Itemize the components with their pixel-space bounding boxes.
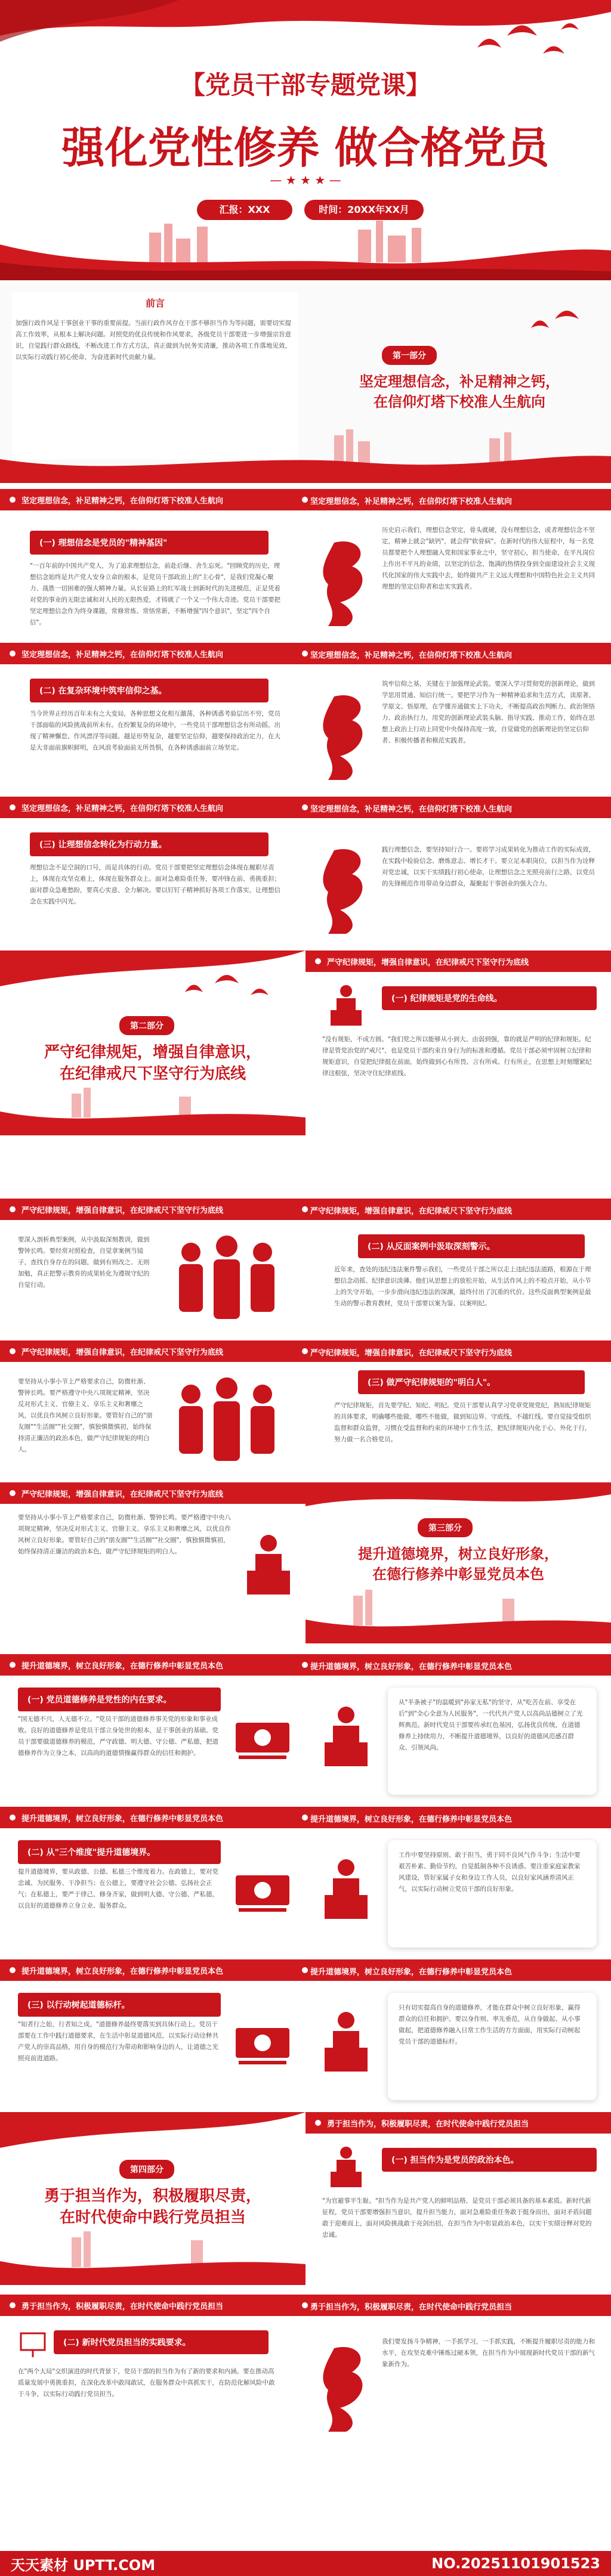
money-icon <box>233 1714 292 1761</box>
part1-item3-header <box>0 797 611 818</box>
header-text: 坚定理想信念，补足精神之钙，在信仰灯塔下校准人生航向 <box>21 650 224 660</box>
part1-doves-icon <box>525 304 597 340</box>
part4-item2-header <box>0 2295 611 2316</box>
part1-item1-header <box>0 489 611 510</box>
preface-slide <box>0 280 611 483</box>
header-dot-icon <box>302 1206 308 1212</box>
part3-item3-slide <box>0 1959 611 2109</box>
part1-item3-label: (三) 让理想信念转化为行动力量。 <box>30 832 269 856</box>
part4-item1-text: "为官避事平生耻。"担当作为是共产党人的鲜明品格，是党员干部必须具备的基本素质。新时代新征程，党员干部要增强担当意识，提升担当能力，面对急难险重任务敢于挺身而出，面对矛盾问题敢于迎难而上，面对风险挑战敢于亮剑出招，在担当作为中彰显政治本色，以实干实绩诠释对党的忠诚。 <box>322 2197 592 2238</box>
podium-speaker-icon <box>322 980 370 1028</box>
part2-item2-left: 要深入剖析典型案例，从中汲取深刻教训，做到警钟长鸣。要经常对照检查，自觉拿案例当镜子，查找自身存在的问题，做到有则改之、无则加勉，真正把警示教育的成果转化为遵规守纪的自觉行动。 <box>18 1236 150 1289</box>
header-dot-icon <box>302 804 308 810</box>
part1-item1-label: (一) 理想信念是党员的"精神基因" <box>30 531 269 555</box>
preface-text: 加强行政作风是干事创业干事的重要前提。当前行政作风存在干部不够担当作为等问题，需要切实提高工作效率，从根本上解决问题。对照党的优良传统和作风要求，各级党员干部要进一步增强宗旨意识，自觉践行群众路线，不断改进工作方式方法，真正做到为民务实清廉，推动各项工作落地见效，以实际行动践行初心使命，为奋进新时代贡献力量。 <box>16 320 291 361</box>
part1-item2-left: 当今世界正经历百年未有之大变局，各种思想文化相互激荡，各种诱惑考验层出不穷，党员干部面临的风险挑战前所未有。在纷繁复杂的环境中，一些党员干部理想信念有所动摇，出现了精神懈怠、作风漂浮等问题。越是形势复杂，越要坚定信仰，越要保持政治定力，在大是大非面前旗帜鲜明，在风浪考验面前无所畏惧，在各种诱惑面前立场坚定。 <box>30 710 280 751</box>
header-text-right: 提升道德境界，树立良好形象，在德行修养中彰显党员本色 <box>310 1662 513 1671</box>
header-dot-icon <box>10 1206 16 1212</box>
part1-item3-left: 理想信念不是空洞的口号，而是具体的行动。党员干部要把坚定理想信念体现在履职尽责上，体现在攻坚克难上，体现在服务群众上。面对急难险重任务，要冲锋在前、勇挑重担；面对群众急难愁盼，要真心实意、全力解决。要以钉钉子精神抓好各项工作落实，让理想信念在实践中闪光。 <box>30 864 280 905</box>
presentation-board-icon <box>18 2330 48 2360</box>
footer-site: 天天素材 UPTT.COM <box>11 2556 156 2574</box>
part2-title-line1: 严守纪律规矩，增强自律意识， <box>44 1044 261 1061</box>
part3-item2-card <box>388 1840 597 1948</box>
cover-skyline-wave <box>0 221 611 280</box>
header-text: 坚定理想信念，补足精神之钙，在信仰灯塔下校准人生航向 <box>21 496 224 506</box>
header-text-right: 勇于担当作为，积极履职尽责，在时代使命中践行党员担当 <box>310 2303 513 2312</box>
part3-item2-left: 提升道德境界，要从政德、公德、私德三个维度着力。在政德上，要对党忠诚、为民服务、干净担当；在公德上，要遵守社会公德、弘扬社会正气；在私德上，要严于律己、修身齐家，做到明大德、守公德、严私德，以良好的道德修养立身立业、服务群众。 <box>18 1868 218 1909</box>
red-flag-icon <box>316 2342 376 2432</box>
header-text: 提升道德境界，树立良好形象，在德行修养中彰显党员本色 <box>21 1661 224 1671</box>
part1-badge: 第一部分 <box>382 346 437 365</box>
part2-item3-left: 要坚持从小事小节上严格要求自己，防微杜渐、警钟长鸣。要严格遵守中央八项规定精神，坚决反对形式主义、官僚主义、享乐主义和奢靡之风，以优良作风树立良好形象。要管好自己的"朋友圈""生活圈""社交圈"，慎独慎微慎初，始终保持清正廉洁的政治本色，做严守纪律规矩的明白人。 <box>18 1378 153 1453</box>
part3-title-line1: 提升道德境界，树立良好形象， <box>358 1545 558 1562</box>
part2-badge: 第二部分 <box>119 1016 174 1035</box>
header-text: 严守纪律规矩，增强自律意识，在纪律戒尺下坚守行为底线 <box>21 1206 224 1215</box>
part3-item2-header <box>0 1807 611 1828</box>
part1-item2-header <box>0 643 611 664</box>
part2-item3-text: 严守纪律规矩，首先要学纪、知纪、明纪。党员干部要认真学习党章党规党纪，熟知纪律规矩的具体要求，明确哪些能做、哪些不能做，做到知边界、守底线、不越红线。要自觉接受组织监督和群众监督，习惯在受监督和约束的环境中工作生活，把纪律规矩内化于心、外化于行，努力做一名合格党员。 <box>334 1402 591 1443</box>
header-text: 提升道德境界，树立良好形象，在德行修养中彰显党员本色 <box>21 1967 224 1976</box>
money-icon <box>233 1866 292 1914</box>
header-text: 坚定理想信念，补足精神之钙，在信仰灯塔下校准人生航向 <box>21 804 224 813</box>
red-flag-icon <box>316 844 376 934</box>
part4-item2-right: 我们要发扬斗争精神，一手抓学习，一手抓实践，不断提升履职尽责的能力和水平，在攻坚克难中锤炼过硬本领，在担当作为中展现新时代党员干部的新气象新作为。 <box>382 2338 595 2368</box>
part3-item3-header <box>0 1959 611 1981</box>
header-text: 严守纪律规矩，增强自律意识，在纪律戒尺下坚守行为底线 <box>21 1490 224 1499</box>
header-dot-icon <box>302 1662 308 1668</box>
header-dot-icon <box>10 2302 16 2308</box>
part1-item3-slide <box>0 797 611 946</box>
header-dot-icon <box>10 804 16 810</box>
header-text-right: 提升道德境界，树立良好形象，在德行修养中彰显党员本色 <box>310 1968 513 1977</box>
people-group-icon <box>161 1228 292 1330</box>
part2-wave <box>0 1088 306 1135</box>
header-text-right: 严守纪律规矩，增强自律意识，在纪律戒尺下坚守行为底线 <box>310 1207 513 1216</box>
header-dot-icon <box>315 2120 321 2126</box>
part4-item2-slide <box>0 2295 611 2551</box>
presenter-pill: 汇报：XXX <box>197 200 292 220</box>
part3-badge: 第三部分 <box>418 1518 473 1537</box>
header-dot-icon <box>10 1490 16 1496</box>
part2-item2-slide <box>0 1199 611 1336</box>
header-text-right: 坚定理想信念，补足精神之钙，在信仰灯塔下校准人生航向 <box>310 651 513 660</box>
header-text: 勇于担当作为，积极履职尽责，在时代使命中践行党员担当 <box>21 2302 224 2311</box>
part3-intro-left: 要坚持从小事小节上严格要求自己，防微杜渐、警钟长鸣。要严格遵守中央八项规定精神，坚决反对形式主义、官僚主义、享乐主义和奢靡之风，以优良作风树立良好形象。要管好自己的"朋友圈""生活圈""社交圈"，慎独慎微慎初，始终保持清正廉洁的政治本色，做严守纪律规矩的明白人。 <box>18 1514 231 1555</box>
part4-title-line1: 勇于担当作为，积极履职尽责， <box>44 2187 261 2205</box>
part3-intro-header <box>0 1482 306 1504</box>
header-text: 严守纪律规矩，增强自律意识，在纪律戒尺下坚守行为底线 <box>327 958 529 967</box>
header-dot-icon <box>302 497 308 503</box>
watermark-footer <box>0 2551 611 2576</box>
part4-wave <box>0 2231 306 2285</box>
header-text: 勇于担当作为，积极履职尽责，在时代使命中践行党员担当 <box>327 2119 529 2129</box>
part1-title-line2: 在信仰灯塔下校准人生航向 <box>374 393 545 410</box>
part2-doves-icon <box>179 968 298 1010</box>
header-text-right: 严守纪律规矩，增强自律意识，在纪律戒尺下坚守行为底线 <box>310 1349 513 1358</box>
part3-item3-left: "知者行之始，行者知之成。"道德修养最终要落实到具体行动上。党员干部要在工作中践行道德要求，在生活中彰显道德风范，以实际行动诠释共产党人的崇高品格，用自身的模范行为带动和影响身边的人，让道德之光照亮前进道路。 <box>18 2021 218 2062</box>
part2-item3-slide <box>0 1340 611 1478</box>
part3-item3-right: 只有切实提高自身的道德修养，才能在群众中树立良好形象，赢得群众的信任和拥护。要以身作则、率先垂范，从自身做起、从小事做起，把道德修养融入日常工作生活的方方面面，用实际行动树起党员干部的道德标杆。 <box>399 2004 581 2045</box>
part2-item1-label: (一) 纪律规矩是党的生命线。 <box>382 986 597 1010</box>
header-dot-icon <box>10 1815 16 1820</box>
part3-title-line2: 在德行修养中彰显党员本色 <box>372 1565 544 1583</box>
people-group-icon <box>161 1370 292 1472</box>
podium-speaker-icon <box>316 1702 376 1773</box>
cover-tag: 【党员干部专题党课】 <box>180 70 431 100</box>
part3-item1-right: 从"半条被子"的温暖到"孙家无私"的坚守，从"吃苦在前、享受在后"到"全心全意为人民服务"，一代代共产党人以高尚品德树立了光辉典范。新时代党员干部要传承红色基因，弘扬优良传统，在道德修养上持续用力，不断提升道德境界，以良好的道德风范感召群众、引领风尚。 <box>399 1699 583 1751</box>
part2-item2-text: 近年来，查处的违纪违法案件警示我们，一些党员干部之所以走上违纪违法道路，根源在于理想信念动摇、纪律意识淡薄。他们从思想上的放松开始，从生活作风上的不检点开始，从小节上的失守开始，一步步滑向违纪违法的深渊，最终付出了沉重的代价。这些反面典型案例是最生动的警示教育教材，党员干部要以案为鉴、以案明纪。 <box>334 1266 591 1307</box>
part4-item1-header <box>306 2112 611 2134</box>
part1-item2-slide <box>0 643 611 792</box>
podium-speaker-icon <box>239 1530 298 1602</box>
header-dot-icon <box>10 651 16 657</box>
part4-top-ribbon <box>0 2112 306 2154</box>
header-dot-icon <box>10 1662 16 1668</box>
cover-slide <box>0 0 611 280</box>
part2-item2-header <box>0 1199 611 1220</box>
part3-wave <box>306 1590 611 1643</box>
part2-title-line2: 在纪律戒尺下坚守行为底线 <box>59 1065 246 1083</box>
header-dot-icon <box>302 2302 308 2308</box>
part3-item1-card <box>388 1688 597 1795</box>
part2-item1-header <box>306 950 611 972</box>
part1-item1-right: 历史启示我们，理想信念坚定，骨头就硬，没有理想信念，或者理想信念不坚定，精神上就会"缺钙"，就会得"软骨病"。在新时代的伟大征程中，每一名党员都要把个人理想融入党和国家事业之中，坚守初心，担当使命，在平凡岗位上作出不平凡的业绩，以坚定的信念、饱满的热情投身到全面建设社会主义现代化国家的伟大实践中去，始终做共产主义远大理想和中国特色社会主义共同理想的坚定信仰者和忠实实践者。 <box>382 527 595 590</box>
money-icon <box>233 2019 292 2067</box>
header-dot-icon <box>10 1348 16 1354</box>
part1-item3-right: 践行理想信念，要坚持知行合一。要将学习成果转化为推动工作的实际成效，在实践中检验信念、磨炼意志、增长才干。要立足本职岗位，以担当作为诠释对党忠诚，以实干实绩践行初心使命，让理想信念之光照亮前行之路，以党员的先锋模范作用带动身边群众，凝聚起干事创业的强大合力。 <box>382 846 595 887</box>
part3-item1-header <box>0 1654 611 1676</box>
date-pill: 时间：20XX年XX月 <box>304 200 424 220</box>
header-dot-icon <box>302 651 308 657</box>
part1-title-line1: 坚定理想信念，补足精神之钙， <box>359 373 560 390</box>
preface-wave <box>0 429 611 483</box>
footer-id: NO.20251101901523 <box>431 2555 600 2572</box>
part2-item1-text: "没有规矩，不成方圆。"我们党之所以能够从小到大、由弱到强，靠的就是严明的纪律和规矩。纪律是管党治党的"戒尺"，也是党员干部约束自身行为的标准和遵循。党员干部必须牢固树立纪律和规矩意识，自觉把纪律挺在前面，始终做到心有所畏、言有所戒、行有所止，在思想上时刻绷紧纪律这根弦，坚决守住纪律底线。 <box>322 1036 592 1077</box>
part3-item2-slide <box>0 1807 611 1956</box>
part1-item2-right: 筑牢信仰之基，关键在于加强理论武装。要深入学习贯彻党的创新理论，做到学思用贯通、知信行统一。要把学习作为一种精神追求和生活方式，读原著、学原文、悟原理，在学懂弄通做实上下功夫，不断提高政治判断力、政治领悟力、政治执行力，用党的创新理论武装头脑、指导实践、推动工作，始终在思想上政治上行动上同党中央保持高度一致，自觉做党的创新理论的坚定信仰者、积极传播者和模范实践者。 <box>382 680 595 744</box>
part1-item1-left: "一百年前的中国共产党人，为了追求理想信念，前赴后继、舍生忘死。"回顾党的历史，理想信念始终是共产党人安身立命的根本，是党员干部政治上的"主心骨"，是我们党凝心聚力、战胜一切困难的强大精神力量。从长征路上的红军战士到新时代的先进模范，正是凭着对党的事业的无限忠诚和对人民的无限热爱，才铸就了一个又一个伟大奇迹。党员干部要把坚定理想信念作为终身课题，常修常炼、常悟常新，不断增强"四个意识"，坚定"四个自信"。 <box>30 562 280 626</box>
part3-item1-slide <box>0 1654 611 1803</box>
part2-item3-label: (三) 做严守纪律规矩的"明白人"。 <box>358 1370 585 1394</box>
red-flag-icon <box>316 691 376 780</box>
header-text-right: 提升道德境界，树立良好形象，在德行修养中彰显党员本色 <box>310 1815 513 1824</box>
part1-item2-label: (二) 在复杂环境中筑牢信仰之基。 <box>30 679 269 702</box>
header-dot-icon <box>10 497 16 503</box>
part4-title-line2: 在时代使命中践行党员担当 <box>59 2209 246 2227</box>
header-text-right: 坚定理想信念，补足精神之钙，在信仰灯塔下校准人生航向 <box>310 805 513 814</box>
red-flag-icon <box>316 537 376 626</box>
part4-item2-label: (二) 新时代党员担当的实践要求。 <box>54 2330 269 2354</box>
part4-item2-left: 在"两个大局"交织演进的时代背景下，党员干部的担当作为有了新的要求和内涵。要在推动高质量发展中勇挑重担，在深化改革中敢闯敢试，在服务群众中真抓实干，在防范化解风险中敢于斗争，以实际行动践行党员担当。 <box>18 2368 275 2398</box>
part3-item3-card <box>388 1993 597 2100</box>
part2-item2-label: (二) 从反面案例中汲取深刻警示。 <box>358 1234 585 1258</box>
part3-item2-label: (二) 从"三个维度"提升道德境界。 <box>18 1840 221 1864</box>
header-dot-icon <box>302 1348 308 1354</box>
part3-item2-right: 工作中要坚持原则、敢于担当，勇于同不良风气作斗争；生活中要艰苦朴素、勤俭节约，自觉抵制各种不良诱惑。要注重家庭家教家风建设，管好家属子女和身边工作人员，以良好家风涵养清风正气，以实际行动树立党员干部的良好形象。 <box>399 1852 581 1893</box>
podium-speaker-icon <box>322 2142 370 2190</box>
preface-heading <box>12 296 298 309</box>
part3-item1-label: (一) 党员道德修养是党性的内在要求。 <box>18 1688 221 1711</box>
header-dot-icon <box>315 958 321 964</box>
part3-item3-label: (三) 以行动树起道德标杆。 <box>18 1993 221 2017</box>
part3-top-ribbon <box>306 1482 611 1518</box>
part4-slide <box>0 2112 611 2291</box>
part3-slide <box>0 1482 611 1649</box>
cover-title: 强化党性修养 做合格党员 <box>61 122 550 173</box>
part2-item3-header <box>0 1340 611 1362</box>
star-row: — ★ ★ ★ — <box>270 173 341 187</box>
header-text: 提升道德境界，树立良好形象，在德行修养中彰显党员本色 <box>21 1814 224 1823</box>
preface-heading-text: 前言 <box>145 298 165 309</box>
part1-item1-slide <box>0 489 611 638</box>
header-text: 严守纪律规矩，增强自律意识，在纪律戒尺下坚守行为底线 <box>21 1348 224 1357</box>
part4-item1-label: (一) 担当作为是党员的政治本色。 <box>382 2148 597 2172</box>
part4-badge: 第四部分 <box>119 2160 174 2179</box>
part3-item1-left: "国无德不兴，人无德不立。"党员干部的道德修养事关党的形象和事业成败。良好的道德修养是党员干部立身处世的根本，是干事创业的基础。党员干部要做道德修养的模范，严守政德、明大德、守公德、严私德，把道德修养作为立身之本，以高尚的道德情操赢得群众的信任和拥护。 <box>18 1716 218 1757</box>
header-dot-icon <box>10 1967 16 1973</box>
header-text-right: 坚定理想信念，补足精神之钙，在信仰灯塔下校准人生航向 <box>310 497 513 506</box>
podium-speaker-icon <box>316 2007 376 2079</box>
header-dot-icon <box>302 1815 308 1820</box>
podium-speaker-icon <box>316 1854 376 1926</box>
header-dot-icon <box>302 1967 308 1973</box>
